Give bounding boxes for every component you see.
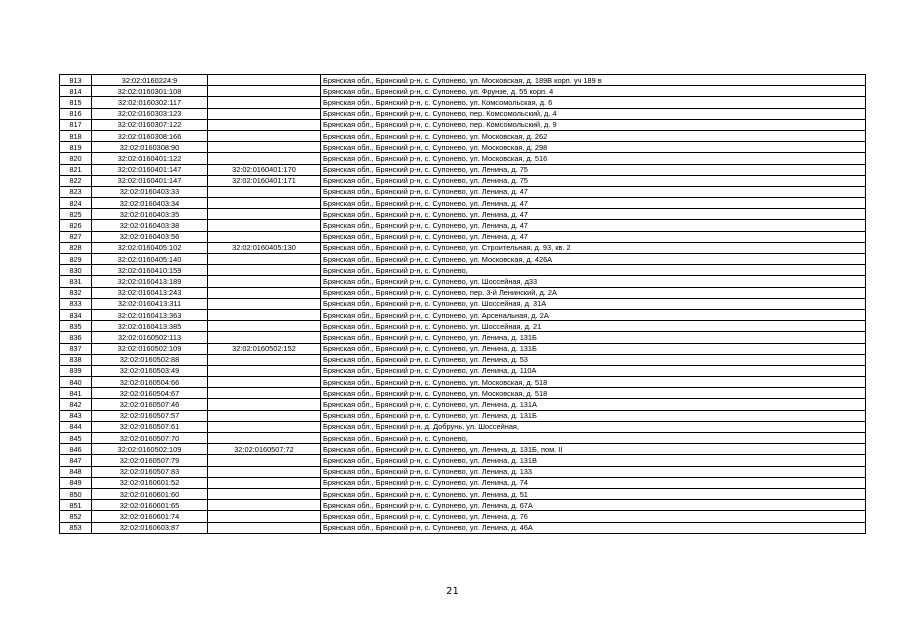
table-row	[60, 433, 866, 444]
table-row	[60, 254, 866, 265]
address-cell: Брянская обл., Брянский р-н, с. Супонево, ул. Ленина, д. 76	[321, 511, 866, 522]
linked-cadastral-number-cell	[208, 488, 321, 499]
address-cell: Брянская обл., Брянский р-н, с. Супонево, ул. Московская, д. 516	[321, 153, 866, 164]
linked-cadastral-number-cell	[208, 421, 321, 432]
linked-cadastral-number-cell: 32:02:0160507:72	[208, 444, 321, 455]
cadastral-number-cell: 32:02:0160413:189	[92, 276, 208, 287]
table-row	[60, 455, 866, 466]
address-cell: Брянская обл., Брянский р-н, с. Супонево, ул. Ленина, д. 131А	[321, 399, 866, 410]
row-number-cell: 829	[60, 254, 92, 265]
row-number-cell: 853	[60, 522, 92, 533]
table-row	[60, 175, 866, 186]
table-row	[60, 130, 866, 141]
address-cell: Брянская обл., Брянский р-н, с. Супонево, ул. Московская, д. 518	[321, 377, 866, 388]
registry-table-body	[60, 75, 866, 534]
row-number-cell: 828	[60, 242, 92, 253]
address-cell: Брянская обл., Брянский р-н, с. Супонево, ул. Ленина, д. 47	[321, 186, 866, 197]
linked-cadastral-number-cell	[208, 198, 321, 209]
row-number-cell: 817	[60, 119, 92, 130]
cadastral-number-cell: 32:02:0160507:70	[92, 433, 208, 444]
linked-cadastral-number-cell	[208, 75, 321, 86]
cadastral-number-cell: 32:02:0160403:38	[92, 220, 208, 231]
table-row	[60, 377, 866, 388]
page-number: 21	[446, 586, 459, 597]
row-number-cell: 822	[60, 175, 92, 186]
row-number-cell: 840	[60, 377, 92, 388]
linked-cadastral-number-cell	[208, 477, 321, 488]
row-number-cell: 819	[60, 142, 92, 153]
linked-cadastral-number-cell	[208, 388, 321, 399]
address-cell: Брянская обл., Брянский р-н, с. Супонево, ул. Московская, д. 426А	[321, 254, 866, 265]
cadastral-number-cell: 32:02:0160308:90	[92, 142, 208, 153]
row-number-cell: 841	[60, 388, 92, 399]
cadastral-number-cell: 32:02:0160413:243	[92, 287, 208, 298]
linked-cadastral-number-cell	[208, 455, 321, 466]
linked-cadastral-number-cell: 32:02:0160405:130	[208, 242, 321, 253]
linked-cadastral-number-cell	[208, 298, 321, 309]
row-number-cell: 842	[60, 399, 92, 410]
row-number-cell: 818	[60, 130, 92, 141]
row-number-cell: 844	[60, 421, 92, 432]
table-row	[60, 97, 866, 108]
row-number-cell: 843	[60, 410, 92, 421]
table-row	[60, 388, 866, 399]
address-cell: Брянская обл., Брянский р-н, с. Супонево, ул. Ленина, д. 47	[321, 198, 866, 209]
cadastral-number-cell: 32:02:0160502:88	[92, 354, 208, 365]
linked-cadastral-number-cell: 32:02:0160401:170	[208, 164, 321, 175]
table-row	[60, 511, 866, 522]
table-row	[60, 343, 866, 354]
linked-cadastral-number-cell	[208, 309, 321, 320]
table-row	[60, 466, 866, 477]
row-number-cell: 826	[60, 220, 92, 231]
linked-cadastral-number-cell	[208, 209, 321, 220]
cadastral-number-cell: 32:02:0160301:108	[92, 86, 208, 97]
cadastral-number-cell: 32:02:0160302:117	[92, 97, 208, 108]
row-number-cell: 821	[60, 164, 92, 175]
cadastral-number-cell: 32:02:0160405:102	[92, 242, 208, 253]
linked-cadastral-number-cell	[208, 466, 321, 477]
row-number-cell: 837	[60, 343, 92, 354]
linked-cadastral-number-cell	[208, 332, 321, 343]
address-cell: Брянская обл., Брянский р-н, с. Супонево, ул. Фрунзе, д. 55 корп. 4	[321, 86, 866, 97]
address-cell: Брянская обл., Брянский р-н, с. Супонево, ул. Шоссейная, д. 21	[321, 321, 866, 332]
linked-cadastral-number-cell	[208, 153, 321, 164]
row-number-cell: 820	[60, 153, 92, 164]
table-row	[60, 164, 866, 175]
table-row	[60, 242, 866, 253]
table-row	[60, 209, 866, 220]
row-number-cell: 827	[60, 231, 92, 242]
cadastral-number-cell: 32:02:0160601:74	[92, 511, 208, 522]
row-number-cell: 846	[60, 444, 92, 455]
cadastral-number-cell: 32:02:0160308:166	[92, 130, 208, 141]
address-cell: Брянская обл., Брянский р-н, с. Супонево, ул. Шоссейная, д33	[321, 276, 866, 287]
address-cell: Брянская обл., Брянский р-н, с. Супонево, ул. Ленина, д. 75	[321, 164, 866, 175]
linked-cadastral-number-cell	[208, 186, 321, 197]
table-row	[60, 332, 866, 343]
table-row	[60, 220, 866, 231]
cadastral-number-cell: 32:02:0160507:46	[92, 399, 208, 410]
cadastral-number-cell: 32:02:0160502:109	[92, 343, 208, 354]
linked-cadastral-number-cell	[208, 522, 321, 533]
cadastral-number-cell: 32:02:0160403:34	[92, 198, 208, 209]
row-number-cell: 850	[60, 488, 92, 499]
cadastral-number-cell: 32:02:0160504:67	[92, 388, 208, 399]
cadastral-number-cell: 32:02:0160401:147	[92, 175, 208, 186]
row-number-cell: 849	[60, 477, 92, 488]
cadastral-number-cell: 32:02:0160503:49	[92, 365, 208, 376]
table-row	[60, 421, 866, 432]
row-number-cell: 831	[60, 276, 92, 287]
linked-cadastral-number-cell	[208, 500, 321, 511]
linked-cadastral-number-cell	[208, 108, 321, 119]
linked-cadastral-number-cell	[208, 433, 321, 444]
table-row	[60, 444, 866, 455]
cadastral-number-cell: 32:02:0160307:122	[92, 119, 208, 130]
row-number-cell: 845	[60, 433, 92, 444]
cadastral-number-cell: 32:02:0160410:159	[92, 265, 208, 276]
cadastral-number-cell: 32:02:0160601:65	[92, 500, 208, 511]
address-cell: Брянская обл., Брянский р-н, д. Добрунь, ул. Шоссейная,	[321, 421, 866, 432]
table-row	[60, 75, 866, 86]
cadastral-number-cell: 32:02:0160502:109	[92, 444, 208, 455]
table-row	[60, 298, 866, 309]
linked-cadastral-number-cell	[208, 276, 321, 287]
table-row	[60, 276, 866, 287]
address-cell: Брянская обл., Брянский р-н, с. Супонево,	[321, 265, 866, 276]
cadastral-number-cell: 32:02:0160507:79	[92, 455, 208, 466]
row-number-cell: 839	[60, 365, 92, 376]
address-cell: Брянская обл., Брянский р-н, с. Супонево, пер. Комсомольский, д. 4	[321, 108, 866, 119]
address-cell: Брянская обл., Брянский р-н, с. Супонево, ул. Московская, д. 189В корп. уч 189 в	[321, 75, 866, 86]
cadastral-number-cell: 32:02:0160603:87	[92, 522, 208, 533]
cadastral-number-cell: 32:02:0160401:147	[92, 164, 208, 175]
address-cell: Брянская обл., Брянский р-н, с. Супонево, ул. Ленина, д. 131Б	[321, 343, 866, 354]
address-cell: Брянская обл., Брянский р-н, с. Супонево, пер. 3-й Ленинский, д. 2А	[321, 287, 866, 298]
row-number-cell: 825	[60, 209, 92, 220]
row-number-cell: 835	[60, 321, 92, 332]
address-cell: Брянская обл., Брянский р-н, с. Супонево, ул. Московская, д. 518	[321, 388, 866, 399]
linked-cadastral-number-cell	[208, 265, 321, 276]
linked-cadastral-number-cell	[208, 119, 321, 130]
linked-cadastral-number-cell	[208, 220, 321, 231]
linked-cadastral-number-cell	[208, 130, 321, 141]
row-number-cell: 832	[60, 287, 92, 298]
table-row	[60, 410, 866, 421]
address-cell: Брянская обл., Брянский р-н, с. Супонево, ул. Ленина, д. 51	[321, 488, 866, 499]
cadastral-number-cell: 32:02:0160224:9	[92, 75, 208, 86]
linked-cadastral-number-cell	[208, 365, 321, 376]
linked-cadastral-number-cell	[208, 231, 321, 242]
table-row	[60, 309, 866, 320]
address-cell: Брянская обл., Брянский р-н, с. Супонево, ул. Шоссейная, д. 31А	[321, 298, 866, 309]
row-number-cell: 816	[60, 108, 92, 119]
address-cell: Брянская обл., Брянский р-н, с. Супонево, ул. Ленина, д. 75	[321, 175, 866, 186]
address-cell: Брянская обл., Брянский р-н, с. Супонево, ул. Ленина, д. 131Б	[321, 410, 866, 421]
row-number-cell: 852	[60, 511, 92, 522]
address-cell: Брянская обл., Брянский р-н, с. Супонево, ул. Ленина, д. 46А	[321, 522, 866, 533]
address-cell: Брянская обл., Брянский р-н, с. Супонево, ул. Ленина, д. 131В	[321, 455, 866, 466]
address-cell: Брянская обл., Брянский р-н, с. Супонево, ул. Ленина, д. 67А	[321, 500, 866, 511]
address-cell: Брянская обл., Брянский р-н, с. Супонево, ул. Ленина, д. 47	[321, 231, 866, 242]
row-number-cell: 838	[60, 354, 92, 365]
address-cell: Брянская обл., Брянский р-н, с. Супонево, ул. Комсомольская, д. 6	[321, 97, 866, 108]
table-row	[60, 142, 866, 153]
table-row	[60, 399, 866, 410]
table-row	[60, 119, 866, 130]
cadastral-number-cell: 32:02:0160413:385	[92, 321, 208, 332]
linked-cadastral-number-cell	[208, 410, 321, 421]
linked-cadastral-number-cell	[208, 399, 321, 410]
table-row	[60, 86, 866, 97]
address-cell: Брянская обл., Брянский р-н, с. Супонево, ул. Ленина, д. 47	[321, 220, 866, 231]
address-cell: Брянская обл., Брянский р-н, с. Супонево, ул. Ленина, д. 53	[321, 354, 866, 365]
row-number-cell: 814	[60, 86, 92, 97]
registry-table	[59, 74, 866, 534]
table-row	[60, 488, 866, 499]
linked-cadastral-number-cell: 32:02:0160401:171	[208, 175, 321, 186]
row-number-cell: 824	[60, 198, 92, 209]
linked-cadastral-number-cell	[208, 354, 321, 365]
linked-cadastral-number-cell	[208, 97, 321, 108]
table-row	[60, 477, 866, 488]
address-cell: Брянская обл., Брянский р-н, с. Супонево, ул. Строительная, д. 93, кв. 2	[321, 242, 866, 253]
address-cell: Брянская обл., Брянский р-н, с. Супонево, ул. Ленина, д. 131Б, пом. II	[321, 444, 866, 455]
row-number-cell: 834	[60, 309, 92, 320]
cadastral-number-cell: 32:02:0160413:311	[92, 298, 208, 309]
address-cell: Брянская обл., Брянский р-н, с. Супонево, ул. Ленина, д. 110А	[321, 365, 866, 376]
linked-cadastral-number-cell	[208, 321, 321, 332]
row-number-cell: 813	[60, 75, 92, 86]
cadastral-number-cell: 32:02:0160502:113	[92, 332, 208, 343]
table-row	[60, 108, 866, 119]
address-cell: Брянская обл., Брянский р-н, с. Супонево, пер. Комсомольский, д. 9	[321, 119, 866, 130]
table-row	[60, 500, 866, 511]
cadastral-number-cell: 32:02:0160504:66	[92, 377, 208, 388]
table-row	[60, 287, 866, 298]
address-cell: Брянская обл., Брянский р-н, с. Супонево,	[321, 433, 866, 444]
linked-cadastral-number-cell	[208, 142, 321, 153]
linked-cadastral-number-cell	[208, 86, 321, 97]
address-cell: Брянская обл., Брянский р-н, с. Супонево, ул. Московская, д. 298	[321, 142, 866, 153]
cadastral-number-cell: 32:02:0160403:33	[92, 186, 208, 197]
address-cell: Брянская обл., Брянский р-н, с. Супонево, ул. Московская, д. 262	[321, 130, 866, 141]
cadastral-number-cell: 32:02:0160507:83	[92, 466, 208, 477]
row-number-cell: 848	[60, 466, 92, 477]
table-row	[60, 186, 866, 197]
linked-cadastral-number-cell	[208, 254, 321, 265]
row-number-cell: 833	[60, 298, 92, 309]
address-cell: Брянская обл., Брянский р-н, с. Супонево, ул. Ленина, д. 74	[321, 477, 866, 488]
row-number-cell: 847	[60, 455, 92, 466]
table-row	[60, 522, 866, 533]
cadastral-number-cell: 32:02:0160401:122	[92, 153, 208, 164]
row-number-cell: 815	[60, 97, 92, 108]
table-row	[60, 321, 866, 332]
address-cell: Брянская обл., Брянский р-н, с. Супонево, ул. Ленина, д. 47	[321, 209, 866, 220]
row-number-cell: 836	[60, 332, 92, 343]
cadastral-number-cell: 32:02:0160601:52	[92, 477, 208, 488]
cadastral-number-cell: 32:02:0160601:60	[92, 488, 208, 499]
cadastral-number-cell: 32:02:0160405:140	[92, 254, 208, 265]
linked-cadastral-number-cell	[208, 511, 321, 522]
cadastral-number-cell: 32:02:0160507:61	[92, 421, 208, 432]
cadastral-number-cell: 32:02:0160507:57	[92, 410, 208, 421]
row-number-cell: 851	[60, 500, 92, 511]
linked-cadastral-number-cell	[208, 377, 321, 388]
linked-cadastral-number-cell	[208, 287, 321, 298]
address-cell: Брянская обл., Брянский р-н, с. Супонево, ул. Ленина, д. 133	[321, 466, 866, 477]
table-row	[60, 231, 866, 242]
row-number-cell: 823	[60, 186, 92, 197]
address-cell: Брянская обл., Брянский р-н, с. Супонево, ул. Ленина, д. 131Б	[321, 332, 866, 343]
cadastral-number-cell: 32:02:0160403:56	[92, 231, 208, 242]
cadastral-number-cell: 32:02:0160413:363	[92, 309, 208, 320]
cadastral-number-cell: 32:02:0160303:123	[92, 108, 208, 119]
row-number-cell: 830	[60, 265, 92, 276]
linked-cadastral-number-cell: 32:02:0160502:152	[208, 343, 321, 354]
table-row	[60, 198, 866, 209]
table-row	[60, 265, 866, 276]
table-row	[60, 365, 866, 376]
cadastral-number-cell: 32:02:0160403:35	[92, 209, 208, 220]
table-row	[60, 354, 866, 365]
table-row	[60, 153, 866, 164]
address-cell: Брянская обл., Брянский р-н, с. Супонево, ул. Арсенальная, д. 2А	[321, 309, 866, 320]
